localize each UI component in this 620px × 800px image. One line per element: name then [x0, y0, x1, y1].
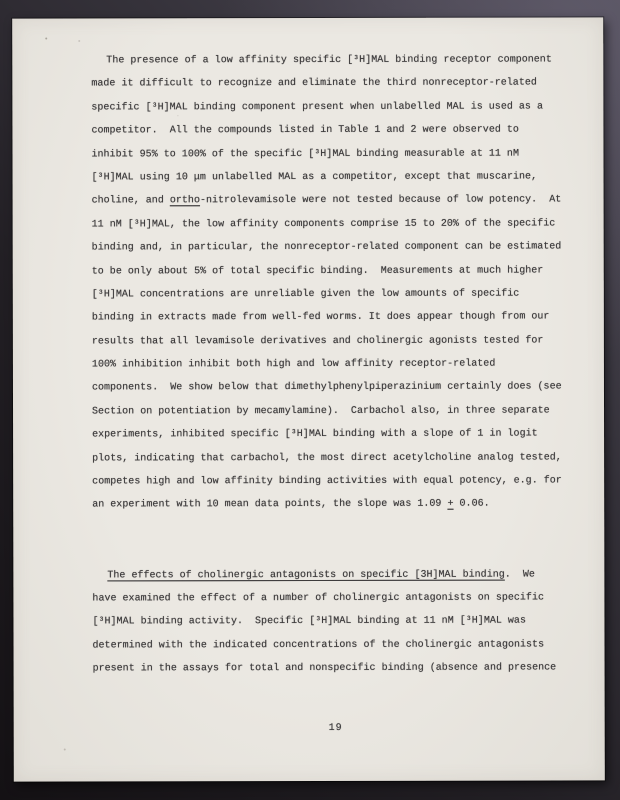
text-run: . We [504, 569, 535, 581]
text-line [92, 376, 578, 400]
text-line [91, 48, 577, 72]
text-run: [³H]MAL using 10 μm unlabelled MAL as a competitor, except that muscarine, [91, 171, 538, 184]
text-line [92, 586, 578, 610]
text-run: -nitrolevamisole were not tested because of low potency. At [199, 194, 562, 207]
text-line [92, 306, 578, 330]
text-line [92, 469, 578, 493]
text-run: made it difficult to recognize and eliminate the third nonreceptor-related [91, 77, 537, 90]
underlined-text-run: The effects of cholinergic antagonists on specific [3H]MAL binding [107, 569, 505, 582]
text-line [91, 142, 577, 166]
document-page [12, 17, 605, 781]
text-line [91, 72, 577, 96]
text-run: binding in extracts made from well-fed worms. It does appear though from our [91, 311, 550, 324]
text-run: binding and, in particular, the nonreceptor-related component can be estimated [91, 241, 562, 254]
text-line [92, 493, 578, 517]
text-run: 0.06. [453, 499, 490, 511]
text-run: specific [³H]MAL binding component present when unlabelled MAL is used as a [91, 101, 543, 114]
dust-speck [64, 749, 66, 751]
text-line [92, 353, 578, 377]
text-line [92, 329, 578, 353]
text-run: competitor. All the compounds listed in Table 1 and 2 were observed to [91, 124, 519, 137]
underlined-text-run: ortho [169, 195, 200, 207]
text-run: experiments, inhibited specific [³H]MAL binding with a slope of 1 in logit [92, 428, 538, 441]
text-run: determined with the indicated concentrations of the cholinergic antagonists [92, 639, 545, 652]
text-line [92, 212, 578, 236]
text-run: choline, and [91, 195, 170, 207]
blank-line [92, 516, 578, 540]
text-line [91, 119, 577, 143]
text-line [92, 189, 578, 213]
text-run: have examined the effect of a number of cholinergic antagonists on specific [92, 592, 545, 605]
text-line [92, 282, 578, 306]
text-run: 11 nM [³H]MAL, the low affinity components comprise 15 to 20% of the specific [91, 218, 556, 231]
text-run: competes high and low affinity binding activities with equal potency, e.g. for [92, 475, 562, 488]
text-line [92, 399, 578, 423]
underlined-text-run: + [447, 499, 454, 511]
page-number: 19 [328, 722, 343, 734]
text-line [92, 423, 578, 447]
text-run: to be only about 5% of total specific binding. Measurements at much higher [91, 265, 544, 277]
text-run: components. We show below that dimethylphenylpiperazinium certainly does (see [91, 381, 562, 394]
text-line [92, 446, 578, 470]
text-line [92, 165, 578, 189]
text-line [92, 563, 578, 587]
text-run: The presence of a low affinity specific [³H]MAL binding receptor component [106, 54, 552, 67]
text-run: [³H]MAL binding activity. Specific [³H]MAL binding at 11 nM [³H]MAL was [92, 615, 526, 628]
text-run: results that all levamisole derivatives and cholinergic agonists tested for [91, 335, 544, 348]
text-run: 100% inhibition inhibit both high and low affinity receptor-related [91, 358, 496, 371]
text-line [92, 236, 578, 260]
text-line [91, 95, 577, 119]
text-run: inhibit 95% to 100% of the specific [³H]MAL binding measurable at 11 nM [91, 148, 519, 161]
text-run: Section on potentiation by mecamylamine). Carbachol also, in three separate [92, 405, 550, 418]
blank-line [92, 540, 578, 564]
text-run: [³H]MAL concentrations are unreliable given the low amounts of specific [91, 288, 520, 301]
typewritten-text-block [91, 48, 578, 681]
text-run: an experiment with 10 mean data points, the slope was 1.09 [92, 499, 448, 511]
text-line [92, 610, 578, 634]
text-line [93, 657, 579, 681]
dust-speck [45, 38, 47, 40]
dust-speck [78, 40, 80, 41]
text-line [92, 259, 578, 283]
text-run: plots, indicating that carbachol, the most direct acetylcholine analog tested, [92, 452, 562, 465]
text-run: present in the assays for total and nonspecific binding (absence and presence [92, 662, 557, 675]
text-line [92, 633, 578, 657]
